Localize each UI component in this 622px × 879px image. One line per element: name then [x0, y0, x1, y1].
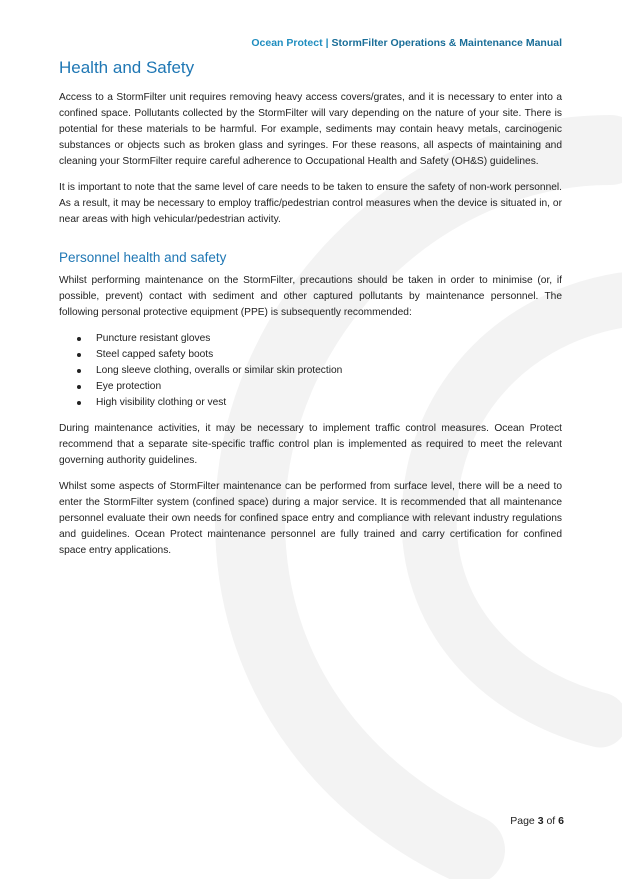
subsection-paragraph-1: During maintenance activities, it may be necessary to implement traffic control measures. Ocean Protect recommend that a separate site-specific traffic control plan is implemented as required to meet the relevant governing authority guidelines. — [59, 423, 562, 466]
subsection-title: Personnel health and safety — [59, 250, 227, 265]
ppe-list-item: High visibility clothing or vest — [59, 395, 562, 411]
header-company: Ocean Protect — [251, 37, 323, 49]
page-of: of — [546, 815, 556, 827]
ppe-list-item: Puncture resistant gloves — [59, 331, 562, 347]
header-manual-title: StormFilter Operations & Maintenance Manual — [331, 37, 562, 49]
page-total: 6 — [558, 815, 564, 827]
page-label: Page — [510, 815, 535, 827]
section-paragraph-2: It is important to note that the same level of care needs to be taken to ensure the safety of non-work personnel. As a result, it may be necessary to employ traffic/pedestrian control measures when the device is situated in, or near areas with high vehicular/pedestrian activity. — [59, 182, 562, 225]
ppe-list-item: Long sleeve clothing, overalls or similar skin protection — [59, 363, 562, 379]
page-header — [251, 37, 562, 49]
ppe-list — [59, 331, 562, 411]
page-number — [510, 815, 564, 827]
section-title: Health and Safety — [59, 58, 195, 77]
page-content — [59, 58, 562, 569]
subsection-intro: Whilst performing maintenance on the StormFilter, precautions should be taken in order to minimise (or, if possible, prevent) contact with sediment and other captured pollutants by maintenance personnel. The following personal protective equipment (PPE) is subsequently recommended: — [59, 275, 562, 318]
section-paragraph-1: Access to a StormFilter unit requires removing heavy access covers/grates, and it is necessary to enter into a confined space. Pollutants collected by the StormFilter will vary depending on the nature of your site. There is potential for these materials to be harmful. For example, sediments may contain heavy metals, carcinogenic substances or objects such as broken glass and syringes. For these reasons, all aspects of maintaining and cleaning your StormFilter require careful adherence to Occupational Health and Safety (OH&S) guidelines. — [59, 92, 562, 167]
header-separator: | — [325, 37, 329, 49]
page-current: 3 — [537, 815, 544, 827]
ppe-list-item: Eye protection — [59, 379, 562, 395]
subsection-paragraph-2: Whilst some aspects of StormFilter maintenance can be performed from surface level, there will be a need to enter the StormFilter system (confined space) during a major service. It is recommended that all maintenance personnel evaluate their own needs for confined space entry and compliance with relevant industry regulations and guidelines. Ocean Protect maintenance personnel are fully trained and carry certification for confined space entry applications. — [59, 481, 562, 556]
ppe-list-item: Steel capped safety boots — [59, 347, 562, 363]
